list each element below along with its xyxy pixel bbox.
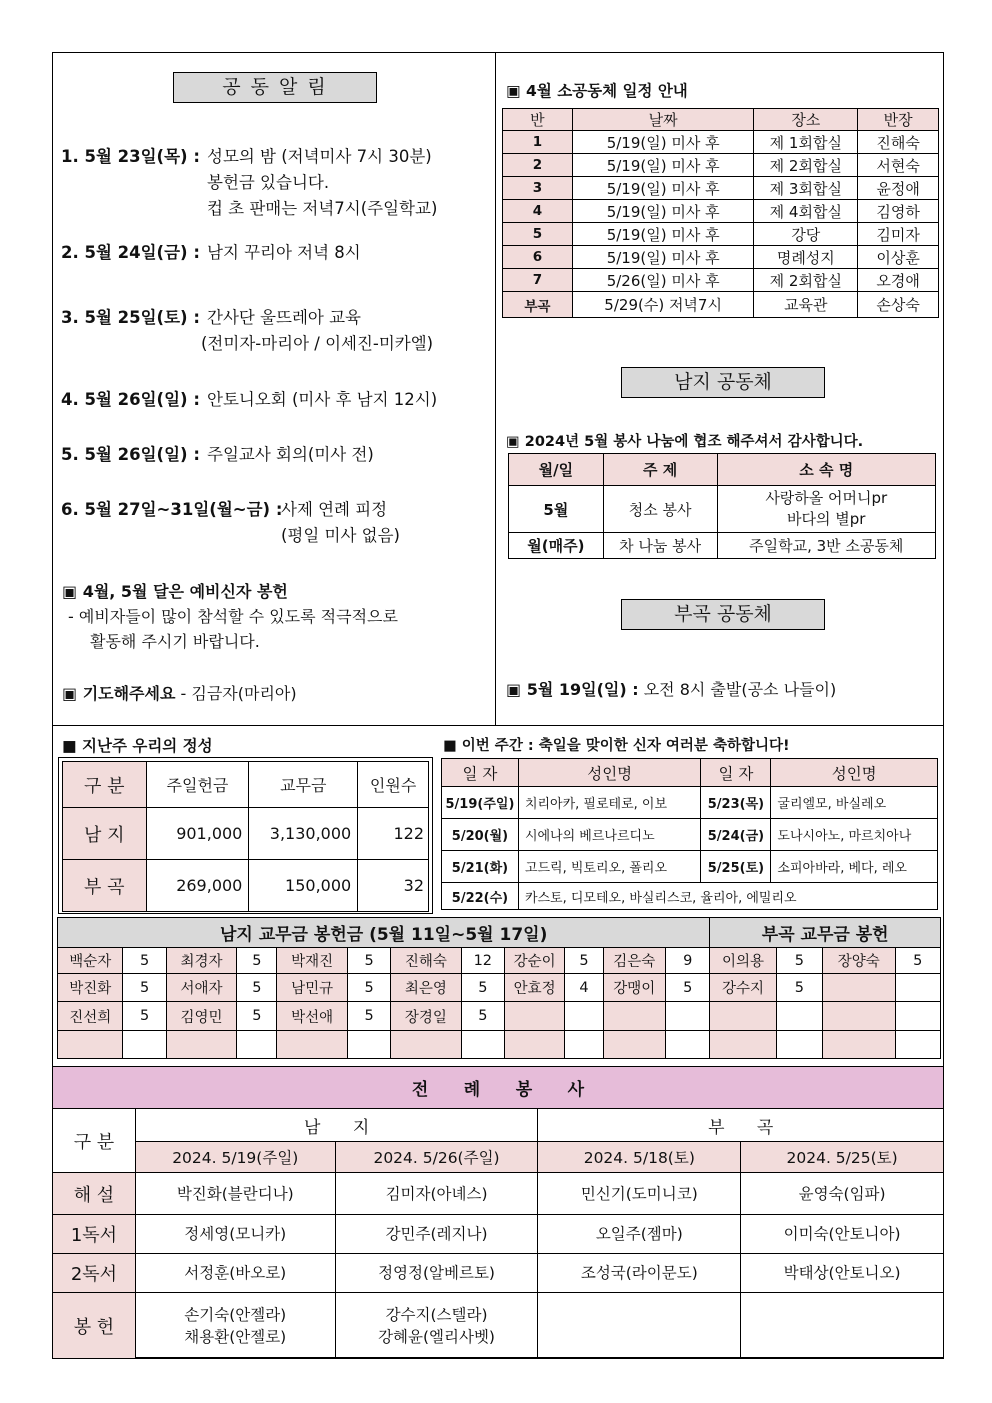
dues-amount [666, 1031, 710, 1059]
sc-cell: 손상숙 [858, 292, 939, 318]
dues-name: 강순이 [504, 948, 564, 974]
dues-amount: 5 [461, 1002, 504, 1031]
liturgy-title: 전 례 봉 사 [53, 1067, 944, 1109]
sc-row [503, 131, 939, 154]
liturgy-cell [538, 1293, 741, 1359]
dues-name [710, 1002, 776, 1031]
dues-name: 진선희 [58, 1002, 123, 1031]
liturgy-person: 이미숙(안토니아) [783, 1225, 901, 1243]
dues-amount [895, 1002, 940, 1031]
feast-header-date1: 일 자 [442, 759, 519, 787]
small-community-table [502, 108, 939, 318]
sc-cell: 강당 [754, 223, 858, 246]
dues-amount [895, 1031, 940, 1059]
dues-name [277, 1031, 347, 1059]
liturgy-person: 손기숙(안젤라) [184, 1305, 287, 1324]
dues-name: 장양숙 [823, 948, 895, 974]
sc-cell: 명례성지 [754, 246, 858, 269]
dues-amount [461, 1031, 504, 1059]
offering-row-namji-name: 남 지 [63, 808, 147, 860]
announcement-line: 컵 초 판매는 저녁7시(주일학교) [207, 199, 438, 218]
liturgy-role: 1독서 [53, 1215, 136, 1254]
sc-cell: 김영하 [858, 200, 939, 223]
dues-amount: 5 [347, 1002, 390, 1031]
dues-amount: 5 [347, 948, 390, 974]
liturgy-person: 정영정(알베르토) [378, 1264, 495, 1282]
liturgy-date-4: 2024. 5/25(토) [741, 1142, 944, 1173]
sc-cell: 5/19(일) 미사 후 [572, 246, 754, 269]
dues-amount: 5 [776, 948, 822, 974]
feast-row [442, 819, 938, 851]
catechumen-line1: - 예비자들이 많이 참석할 수 있도록 적극적으로 [68, 607, 398, 626]
sc-cell: 서현숙 [858, 154, 939, 177]
dues-amount: 5 [666, 974, 710, 1002]
catechumen-title: ▣ 4월, 5월 달은 예비신자 봉헌 [62, 582, 288, 601]
liturgy-person: 강민주(레지나) [385, 1225, 488, 1243]
sc-row [503, 269, 939, 292]
dues-amount: 5 [123, 948, 166, 974]
dues-amount: 5 [347, 974, 390, 1002]
feast-saints: 카스토, 디모테오, 바실리스코, 율리아, 에밀리오 [518, 883, 937, 910]
offering-header-count: 인원수 [358, 762, 429, 808]
offering-row-namji-dues: 3,130,000 [249, 808, 358, 860]
dues-amount [123, 1031, 166, 1059]
feast-saints: 굴리엘모, 바실레오 [771, 787, 938, 819]
offering-row-bugok-name: 부 곡 [63, 860, 147, 912]
dues-row [58, 974, 941, 1002]
sc-header-date: 날짜 [572, 109, 754, 131]
announcement-line: 안토니오회 (미사 후 남지 12시) [207, 390, 438, 409]
sc-cell: 5 [503, 223, 573, 246]
dues-amount: 5 [565, 948, 603, 974]
offering-row-bugok-sunday: 269,000 [146, 860, 249, 912]
feast-row [442, 883, 938, 910]
sc-cell: 6 [503, 246, 573, 269]
dues-namji-title: 남지 교무금 봉헌금 (5월 11일~5월 17일) [58, 918, 710, 948]
bulletin-page [52, 52, 944, 1358]
dues-name: 김은숙 [603, 948, 665, 974]
section-divider [53, 725, 943, 726]
liturgy-person: 채용환(안젤로) [184, 1327, 287, 1346]
feast-row [442, 851, 938, 883]
dues-amount: 4 [565, 974, 603, 1002]
sc-row [503, 177, 939, 200]
bugok-community-title: 부곡 공동체 [621, 599, 825, 630]
liturgy-table [52, 1066, 944, 1359]
dues-amount [776, 1002, 822, 1031]
dues-amount: 12 [461, 948, 504, 974]
dues-name: 강수지 [710, 974, 776, 1002]
offering-title: ■ 지난주 우리의 정성 [62, 737, 213, 755]
dues-amount: 5 [776, 974, 822, 1002]
liturgy-cell [335, 1293, 538, 1359]
sc-cell: 5/29(수) 저녁7시 [572, 292, 754, 318]
announcement-date: 5. 5월 26일(일) : [61, 445, 200, 464]
dues-name [504, 1031, 564, 1059]
sc-cell: 교육관 [754, 292, 858, 318]
feast-date: 5/23(목) [701, 787, 771, 819]
sc-cell: 7 [503, 269, 573, 292]
dues-name: 최은영 [391, 974, 461, 1002]
dues-row [58, 948, 941, 974]
dues-name: 김영민 [166, 1002, 236, 1031]
sc-row [503, 292, 939, 318]
announcement-line: 사제 연례 피정 [281, 500, 388, 519]
prayer-request [62, 681, 297, 704]
dues-amount: 5 [895, 948, 940, 974]
liturgy-cell [741, 1215, 944, 1254]
sc-cell: 2 [503, 154, 573, 177]
feast-date: 5/22(수) [442, 883, 519, 910]
dues-amount [565, 1002, 603, 1031]
bugok-notice-head: ▣ 5월 19일(일) : [506, 680, 639, 699]
dues-amount [895, 974, 940, 1002]
liturgy-cell [135, 1173, 335, 1215]
liturgy-person: 강수지(스텔라) [385, 1305, 488, 1324]
namji-row1-month: 5월 [509, 486, 604, 533]
dues-name [166, 1031, 236, 1059]
catechumen-line2: 활동해 주시기 바랍니다. [90, 632, 260, 651]
namji-community-title: 남지 공동체 [621, 367, 825, 398]
liturgy-cell [135, 1254, 335, 1293]
dues-amount: 5 [237, 1002, 277, 1031]
feast-header-saint2: 성인명 [771, 759, 938, 787]
liturgy-cell [741, 1173, 944, 1215]
liturgy-person: 서정훈(바오로) [184, 1264, 287, 1282]
offering-header-category: 구 분 [63, 762, 147, 808]
liturgy-cell [335, 1173, 538, 1215]
sc-cell: 제 2회합실 [754, 269, 858, 292]
offering-table [62, 761, 429, 912]
announcements-title: 공 동 알 림 [173, 72, 377, 103]
dues-name: 서애자 [166, 974, 236, 1002]
liturgy-cell [135, 1215, 335, 1254]
dues-name: 이의용 [710, 948, 776, 974]
offering-row-namji-count: 122 [358, 808, 429, 860]
liturgy-row [53, 1173, 944, 1215]
sc-cell: 진해숙 [858, 131, 939, 154]
liturgy-person: 박태상(안토니오) [783, 1264, 901, 1282]
sc-cell: 윤정애 [858, 177, 939, 200]
sc-cell: 이상훈 [858, 246, 939, 269]
liturgy-person: 박진화(블란디나) [176, 1184, 294, 1203]
sc-cell: 3 [503, 177, 573, 200]
liturgy-row [53, 1215, 944, 1254]
dues-row [58, 1002, 941, 1031]
dues-name: 최경자 [166, 948, 236, 974]
dues-name [603, 1002, 665, 1031]
sc-cell: 제 1회합실 [754, 131, 858, 154]
announcement-date: 1. 5월 23일(목) : [61, 147, 200, 166]
announcement-date: 4. 5월 26일(일) : [61, 390, 200, 409]
sc-header-group: 반 [503, 109, 573, 131]
sc-cell: 김미자 [858, 223, 939, 246]
announcement-date: 6. 5월 27일~31일(월~금) : [61, 500, 283, 519]
dues-name [710, 1031, 776, 1059]
announcement-line: 간사단 울뜨레아 교육 [207, 308, 361, 327]
liturgy-person: 정세영(모니카) [184, 1225, 287, 1243]
sc-row [503, 223, 939, 246]
liturgy-date-2: 2024. 5/26(주일) [335, 1142, 538, 1173]
dues-bugok-title: 부곡 교무금 봉헌 [710, 918, 941, 948]
sc-cell: 5/19(일) 미사 후 [572, 200, 754, 223]
prayer-label: ▣ 기도해주세요 [62, 684, 176, 703]
namji-row2-org: 주일학교, 3반 소공동체 [717, 533, 935, 559]
feast-saints: 시에나의 베르나르디노 [518, 819, 701, 851]
dues-name: 장경일 [391, 1002, 461, 1031]
dues-name [603, 1031, 665, 1059]
liturgy-cell [538, 1254, 741, 1293]
dues-name: 남민규 [277, 974, 347, 1002]
dues-amount: 5 [237, 974, 277, 1002]
small-community-title: ▣ 4월 소공동체 일정 안내 [506, 82, 688, 100]
feast-date: 5/19(주일) [442, 787, 519, 819]
liturgy-cell [335, 1254, 538, 1293]
column-divider [495, 53, 496, 725]
dues-name [823, 974, 895, 1002]
namji-row1-org [717, 486, 935, 533]
feast-header-date2: 일 자 [701, 759, 771, 787]
dues-name [58, 1031, 123, 1059]
sc-row [503, 200, 939, 223]
feast-date: 5/25(토) [701, 851, 771, 883]
dues-name: 백순자 [58, 948, 123, 974]
liturgy-row [53, 1254, 944, 1293]
sc-header-place: 장소 [754, 109, 858, 131]
namji-row2-month: 월(매주) [509, 533, 604, 559]
liturgy-person: 윤영숙(임파) [798, 1184, 886, 1203]
liturgy-date-1: 2024. 5/19(주일) [135, 1142, 335, 1173]
offering-header-sunday: 주일헌금 [146, 762, 249, 808]
dues-amount: 5 [123, 1002, 166, 1031]
dues-amount [565, 1031, 603, 1059]
dues-name: 강맹이 [603, 974, 665, 1002]
feast-row [442, 787, 938, 819]
dues-name [823, 1031, 895, 1059]
sc-header-leader: 반장 [858, 109, 939, 131]
feast-saints: 치리아카, 필로테로, 이보 [518, 787, 701, 819]
liturgy-cell [538, 1173, 741, 1215]
sc-cell: 제 3회합실 [754, 177, 858, 200]
sc-cell: 5/19(일) 미사 후 [572, 177, 754, 200]
sc-cell: 5/19(일) 미사 후 [572, 131, 754, 154]
dues-amount [776, 1031, 822, 1059]
dues-amount: 5 [123, 974, 166, 1002]
feast-table [441, 758, 938, 910]
liturgy-role: 2독서 [53, 1254, 136, 1293]
dues-name [823, 1002, 895, 1031]
sc-cell: 1 [503, 131, 573, 154]
sc-cell: 오경애 [858, 269, 939, 292]
prayer-text: - 김금자(마리아) [175, 684, 297, 703]
announcement-line: (평일 미사 없음) [281, 526, 400, 545]
dues-name: 안효정 [504, 974, 564, 1002]
sc-cell: 부곡 [503, 292, 573, 318]
dues-name: 박진화 [58, 974, 123, 1002]
announcement-line: 남지 꾸리아 저녁 8시 [207, 243, 361, 262]
sc-row [503, 154, 939, 177]
namji-row1-topic: 청소 봉사 [603, 486, 717, 533]
liturgy-person: 강혜윤(엘리사벳) [378, 1327, 495, 1346]
announcement-line: 봉헌금 있습니다. [207, 173, 330, 192]
namji-service-table [508, 453, 936, 559]
namji-header-topic: 주 제 [603, 454, 717, 486]
sc-cell: 5/26(일) 미사 후 [572, 269, 754, 292]
offering-row-namji-sunday: 901,000 [146, 808, 249, 860]
namji-thanks: ▣ 2024년 5월 봉사 나눔에 협조 해주셔서 감사합니다. [506, 434, 864, 450]
sc-cell: 제 2회합실 [754, 154, 858, 177]
offering-header-dues: 교무금 [249, 762, 358, 808]
sc-cell: 제 4회합실 [754, 200, 858, 223]
sc-cell: 4 [503, 200, 573, 223]
dues-amount [666, 1002, 710, 1031]
liturgy-cell [135, 1293, 335, 1359]
dues-name: 박재진 [277, 948, 347, 974]
offering-row-bugok-count: 32 [358, 860, 429, 912]
dues-name [391, 1031, 461, 1059]
bugok-notice-text: 오전 8시 출발(공소 나들이) [638, 680, 837, 699]
liturgy-person: 김미자(아녜스) [385, 1184, 488, 1203]
namji-row1-org2: 바다의 별pr [787, 510, 866, 528]
liturgy-date-3: 2024. 5/18(토) [538, 1142, 741, 1173]
namji-row2-topic: 차 나눔 봉사 [603, 533, 717, 559]
liturgy-category: 구 분 [53, 1109, 136, 1173]
feast-saints: 도나시아노, 마르치아나 [771, 819, 938, 851]
dues-row [58, 1031, 941, 1059]
sc-cell: 5/19(일) 미사 후 [572, 223, 754, 246]
dues-amount: 5 [461, 974, 504, 1002]
dues-table [57, 917, 941, 1059]
dues-amount [237, 1031, 277, 1059]
announcement-line: 성모의 밤 (저녁미사 7시 30분) [207, 147, 432, 166]
dues-amount [347, 1031, 390, 1059]
liturgy-bugok: 부 곡 [538, 1109, 944, 1142]
announcement-line: 주일교사 회의(미사 전) [207, 445, 374, 464]
feast-date: 5/24(금) [701, 819, 771, 851]
liturgy-role: 해 설 [53, 1173, 136, 1215]
dues-name [504, 1002, 564, 1031]
namji-header-org: 소 속 명 [717, 454, 935, 486]
announcement-date: 3. 5월 25일(토) : [61, 308, 200, 327]
liturgy-cell [538, 1215, 741, 1254]
liturgy-namji: 남 지 [135, 1109, 538, 1142]
dues-amount: 5 [237, 948, 277, 974]
feast-saints: 소피아바라, 베다, 레오 [771, 851, 938, 883]
catechumen-section [62, 579, 492, 654]
liturgy-cell [741, 1293, 944, 1359]
liturgy-role: 봉 헌 [53, 1293, 136, 1359]
liturgy-cell [335, 1215, 538, 1254]
dues-name: 박선애 [277, 1002, 347, 1031]
bugok-notice [506, 677, 836, 700]
dues-amount: 9 [666, 948, 710, 974]
liturgy-person: 조성국(라이문도) [580, 1264, 698, 1282]
dues-name: 진해숙 [391, 948, 461, 974]
liturgy-person: 오일주(젬마) [595, 1225, 683, 1243]
feast-saints: 고드릭, 빅토리오, 폴리오 [518, 851, 701, 883]
sc-cell: 5/19(일) 미사 후 [572, 154, 754, 177]
sc-row [503, 246, 939, 269]
feast-date: 5/20(월) [442, 819, 519, 851]
liturgy-person: 민신기(도미니코) [580, 1184, 698, 1203]
liturgy-row [53, 1293, 944, 1359]
feast-header-saint1: 성인명 [518, 759, 701, 787]
announcement-line: (전미자-마리아 / 이세진-미카엘) [201, 334, 434, 353]
announcement-date: 2. 5월 24일(금) : [61, 243, 200, 262]
namji-header-month: 월/일 [509, 454, 604, 486]
namji-row1-org1: 사랑하올 어머니pr [765, 489, 888, 507]
feast-date: 5/21(화) [442, 851, 519, 883]
offering-row-bugok-dues: 150,000 [249, 860, 358, 912]
liturgy-cell [741, 1254, 944, 1293]
feast-title: ■ 이번 주간 : 축일을 맞이한 신자 여러분 축하합니다! [443, 738, 790, 754]
